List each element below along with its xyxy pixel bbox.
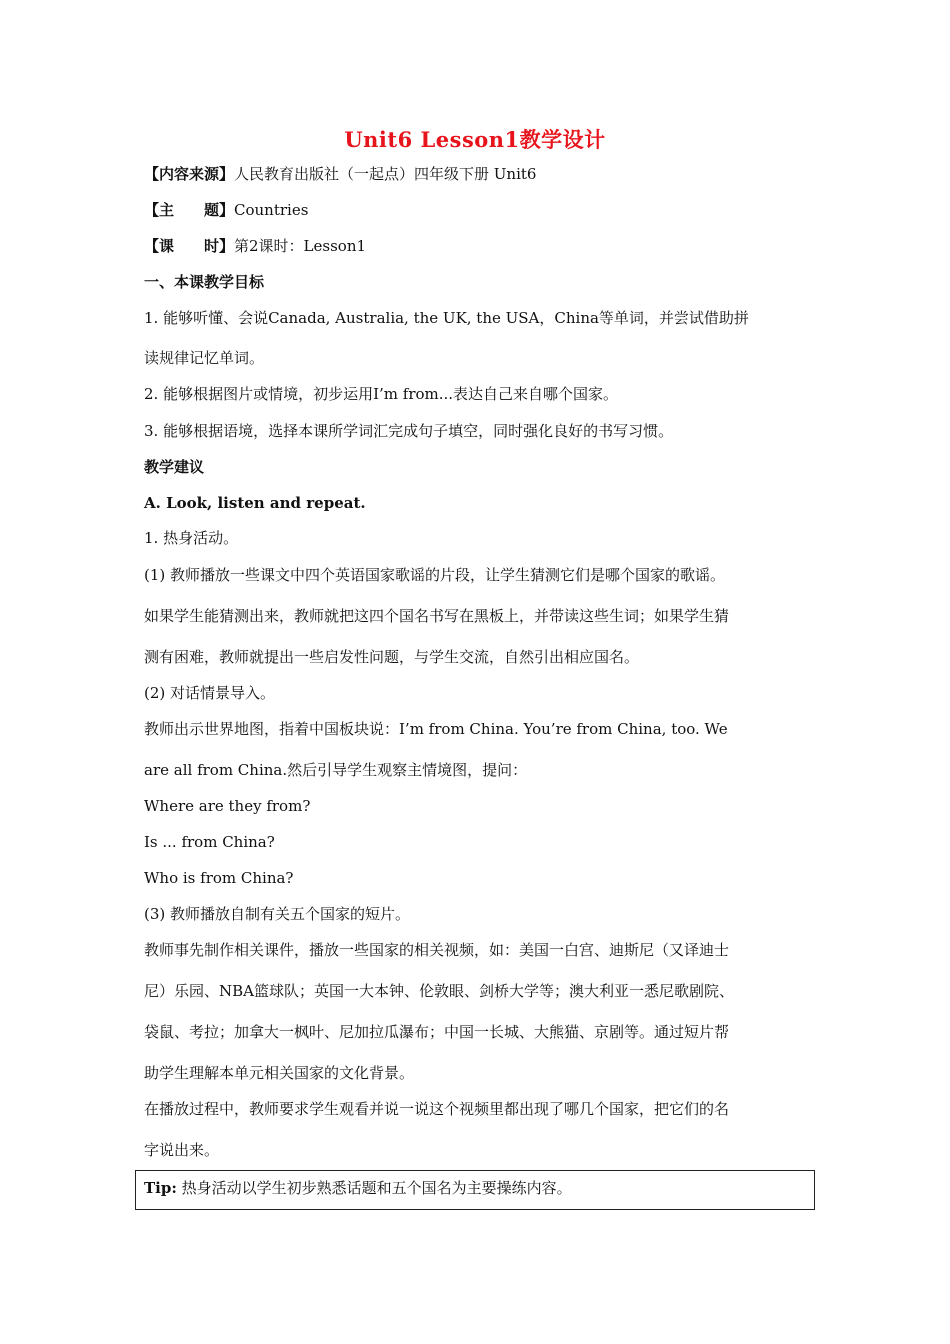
warmup-heading: 1. 热身活动。: [144, 529, 239, 547]
source-value: 人民教育出版社（一起点）四年级下册 Unit6: [234, 165, 537, 183]
suggestions-heading: 教学建议: [144, 458, 205, 476]
period-label: 【课 时】: [144, 237, 235, 255]
source-label: 【内容来源】: [144, 165, 235, 183]
step-3-line-2: 尼）乐园、NBA篮球队；英国一大本钟、伦敦眼、剑桥大学等；澳大利亚一悉尼歌剧院、: [144, 982, 734, 1000]
question-3: Who is from China?: [144, 869, 294, 887]
step-2-heading: (2) 对话情景导入。: [144, 684, 276, 702]
step-3-line-4: 助学生理解本单元相关国家的文化背景。: [144, 1064, 415, 1082]
objective-1-line-2: 读规律记忆单词。: [144, 349, 265, 367]
topic-label: 【主 题】: [144, 201, 235, 219]
step-2-line-2: are all from China.然后引导学生观察主情境图，提问：: [144, 761, 528, 779]
objectives-heading: 一、本课教学目标: [144, 273, 265, 291]
tip-text: 热身活动以学生初步熟悉话题和五个国名为主要操练内容。: [176, 1179, 572, 1197]
question-1: Where are they from?: [144, 797, 311, 815]
step-1-line-3: 测有困难，教师就提出一些启发性问题，与学生交流，自然引出相应国名。: [144, 648, 640, 666]
objective-3: 3. 能够根据语境，选择本课所学词汇完成句子填空，同时强化良好的书写习惯。: [144, 422, 674, 440]
source-line: [144, 164, 536, 184]
tip-label: Tip:: [144, 1179, 177, 1197]
step-3-line-1: 教师事先制作相关课件，播放一些国家的相关视频，如：美国一白宫、迪斯尼（又译迪士: [144, 941, 730, 959]
step-3b-line-1: 在播放过程中，教师要求学生观看并说一说这个视频里都出现了哪几个国家，把它们的名: [144, 1100, 730, 1118]
objective-1-line-1: 1. 能够听懂、会说Canada, Australia, the UK, the USA，China等单词，并尝试借助拼: [144, 309, 749, 327]
step-3-heading: (3) 教师播放自制有关五个国家的短片。: [144, 905, 411, 923]
question-2: Is ... from China?: [144, 833, 275, 851]
period-line: [144, 236, 366, 256]
section-a-heading: A. Look, listen and repeat.: [144, 494, 366, 512]
objective-2: 2. 能够根据图片或情境，初步运用I’m from...表达自己来自哪个国家。: [144, 385, 619, 403]
tip-box: [135, 1170, 815, 1210]
document-title: Unit6 Lesson1教学设计: [344, 127, 606, 152]
step-3-line-3: 袋鼠、考拉；加拿大一枫叶、尼加拉瓜瀑布；中国一长城、大熊猫、京剧等。通过短片帮: [144, 1023, 730, 1041]
step-3b-line-2: 字说出来。: [144, 1141, 220, 1159]
topic-line: [144, 200, 308, 220]
step-1-line-2: 如果学生能猜测出来，教师就把这四个国名书写在黑板上，并带读这些生词；如果学生猜: [144, 607, 730, 625]
step-2-line-1: 教师出示世界地图，指着中国板块说：I’m from China. You’re from China, too. We: [144, 720, 728, 738]
step-1-line-1: (1) 教师播放一些课文中四个英语国家歌谣的片段，让学生猜测它们是哪个国家的歌谣。: [144, 566, 726, 584]
tip-line: [144, 1178, 572, 1198]
period-value: 第2课时：Lesson1: [234, 237, 367, 255]
topic-value: Countries: [234, 201, 309, 219]
